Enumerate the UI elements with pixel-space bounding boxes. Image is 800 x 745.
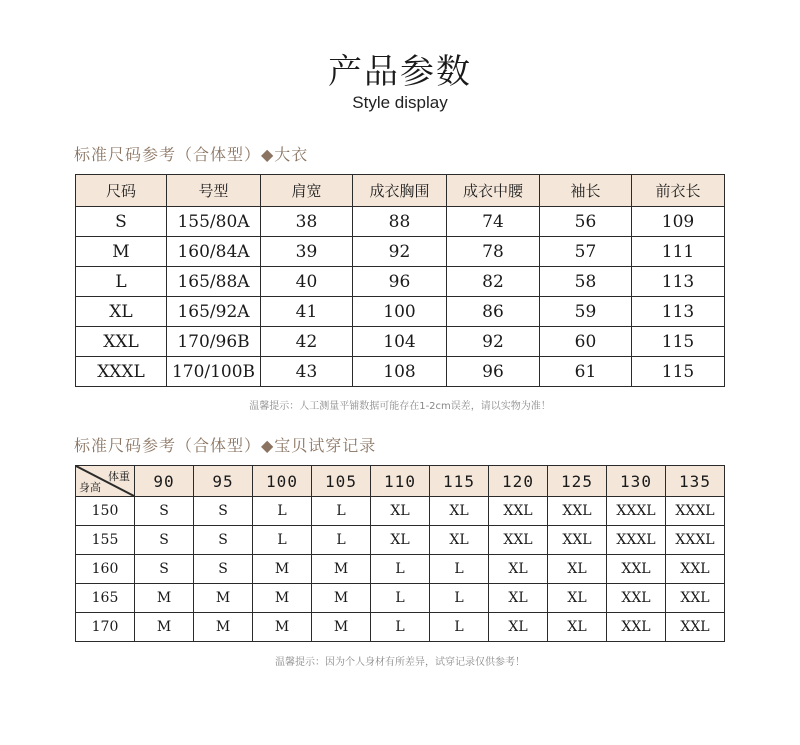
table-cell: L [253, 497, 312, 526]
table-cell: XXXL [607, 497, 666, 526]
weight-label: 体重 [108, 470, 130, 483]
table-cell: 59 [540, 297, 632, 327]
table-cell: 96 [447, 357, 540, 387]
table-cell: 86 [447, 297, 540, 327]
table-row [76, 327, 725, 357]
table-cell: 40 [261, 267, 353, 297]
table-cell: 78 [447, 237, 540, 267]
table-cell: 60 [540, 327, 632, 357]
table-cell: XL [430, 526, 489, 555]
table-cell: 108 [353, 357, 447, 387]
table-cell: XXL [666, 613, 725, 642]
table-row [76, 207, 725, 237]
table-row [76, 613, 725, 642]
table-cell: S [135, 497, 194, 526]
table-cell: 170/100B [167, 357, 261, 387]
table-cell: 170/96B [167, 327, 261, 357]
table-cell: XL [548, 613, 607, 642]
table-cell: 82 [447, 267, 540, 297]
table-cell: XL [548, 584, 607, 613]
size-table-header-cell: 肩宽 [261, 175, 353, 207]
table-cell: XXXL [666, 497, 725, 526]
table-cell: XL [489, 613, 548, 642]
table-cell: S [194, 497, 253, 526]
fit-record-table [75, 465, 725, 642]
table-cell: 113 [632, 297, 725, 327]
table-cell: XL [371, 526, 430, 555]
table-cell: M [253, 555, 312, 584]
table-cell: XXXL [76, 357, 167, 387]
size-table-header-cell: 成衣中腰 [447, 175, 540, 207]
table-cell: XXL [666, 555, 725, 584]
table-row [76, 357, 725, 387]
weight-header-cell: 125 [548, 466, 607, 497]
size-table-header-cell: 号型 [167, 175, 261, 207]
table-cell: S [194, 526, 253, 555]
table-cell: 100 [353, 297, 447, 327]
table-cell: XL [489, 555, 548, 584]
table-cell: S [135, 555, 194, 584]
table-cell: XXL [548, 497, 607, 526]
height-cell: 155 [76, 526, 135, 555]
table-cell: M [194, 613, 253, 642]
table-cell: XL [430, 497, 489, 526]
table-cell: 115 [632, 327, 725, 357]
table-cell: 39 [261, 237, 353, 267]
table-cell: S [76, 207, 167, 237]
size-table-header-cell: 前衣长 [632, 175, 725, 207]
table-row [76, 267, 725, 297]
table-cell: XXL [489, 526, 548, 555]
table-row [76, 526, 725, 555]
size-table-header-cell: 成衣胸围 [353, 175, 447, 207]
weight-header-cell: 120 [489, 466, 548, 497]
table-cell: L [371, 613, 430, 642]
table-cell: 104 [353, 327, 447, 357]
table-cell: XL [548, 555, 607, 584]
table-cell: M [135, 584, 194, 613]
table-row [76, 497, 725, 526]
table-cell: L [430, 584, 489, 613]
table-cell: L [76, 267, 167, 297]
table-cell: XL [76, 297, 167, 327]
height-cell: 150 [76, 497, 135, 526]
table-cell: 38 [261, 207, 353, 237]
table-cell: 61 [540, 357, 632, 387]
size-table-header-cell: 尺码 [76, 175, 167, 207]
size-table [75, 174, 725, 387]
table-cell: XXXL [607, 526, 666, 555]
height-cell: 165 [76, 584, 135, 613]
table-cell: M [312, 555, 371, 584]
table-cell: L [312, 497, 371, 526]
weight-header-cell: 135 [666, 466, 725, 497]
table-cell: 74 [447, 207, 540, 237]
weight-header-cell: 115 [430, 466, 489, 497]
size-table-header-cell: 袖长 [540, 175, 632, 207]
table-cell: M [253, 613, 312, 642]
table-cell: L [371, 555, 430, 584]
fit-table-title: 标准尺码参考（合体型）◆宝贝试穿记录 [74, 436, 377, 455]
table-cell: L [430, 555, 489, 584]
height-cell: 160 [76, 555, 135, 584]
weight-header-cell: 130 [607, 466, 666, 497]
table-cell: 96 [353, 267, 447, 297]
table-cell: 43 [261, 357, 353, 387]
table-cell: M [312, 584, 371, 613]
table-cell: XXXL [666, 526, 725, 555]
table-cell: 92 [447, 327, 540, 357]
table-row [76, 297, 725, 327]
table-cell: M [76, 237, 167, 267]
table-cell: XXL [607, 555, 666, 584]
table-cell: L [430, 613, 489, 642]
table-cell: M [135, 613, 194, 642]
table-row [76, 584, 725, 613]
weight-header-cell: 105 [312, 466, 371, 497]
fit-table-header-row [76, 466, 725, 497]
height-label: 身高 [79, 481, 101, 494]
table-cell: M [194, 584, 253, 613]
table-cell: 56 [540, 207, 632, 237]
size-table-title: 标准尺码参考（合体型）◆大衣 [74, 145, 309, 164]
table-cell: L [312, 526, 371, 555]
table-cell: 92 [353, 237, 447, 267]
fit-table-note: 温馨提示：因为个人身材有所差异，试穿记录仅供参考！ [275, 657, 525, 668]
page-subtitle: Style display [352, 93, 448, 112]
weight-header-cell: 110 [371, 466, 430, 497]
table-cell: 42 [261, 327, 353, 357]
table-row [76, 555, 725, 584]
table-cell: 165/88A [167, 267, 261, 297]
table-cell: 111 [632, 237, 725, 267]
table-cell: 113 [632, 267, 725, 297]
page-title: 产品参数 [328, 52, 472, 92]
table-cell: 88 [353, 207, 447, 237]
weight-header-cell: 90 [135, 466, 194, 497]
size-table-note: 温馨提示：人工测量平铺数据可能存在1-2cm误差，请以实物为准！ [249, 401, 551, 412]
weight-header-cell: 100 [253, 466, 312, 497]
table-cell: 160/84A [167, 237, 261, 267]
table-cell: XXL [548, 526, 607, 555]
table-cell: 115 [632, 357, 725, 387]
weight-header-cell: 95 [194, 466, 253, 497]
table-cell: M [253, 584, 312, 613]
table-cell: 155/80A [167, 207, 261, 237]
table-cell: S [194, 555, 253, 584]
table-cell: M [312, 613, 371, 642]
table-cell: XL [489, 584, 548, 613]
table-cell: XXL [607, 613, 666, 642]
table-cell: 165/92A [167, 297, 261, 327]
weight-height-corner-cell [76, 466, 135, 497]
table-cell: 41 [261, 297, 353, 327]
table-cell: XXL [666, 584, 725, 613]
table-cell: XXL [76, 327, 167, 357]
table-row [76, 237, 725, 267]
table-cell: 57 [540, 237, 632, 267]
size-table-header-row [76, 175, 725, 207]
table-cell: L [253, 526, 312, 555]
table-cell: 109 [632, 207, 725, 237]
height-cell: 170 [76, 613, 135, 642]
table-cell: XL [371, 497, 430, 526]
table-cell: S [135, 526, 194, 555]
table-cell: 58 [540, 267, 632, 297]
table-cell: XXL [489, 497, 548, 526]
table-cell: XXL [607, 584, 666, 613]
table-cell: L [371, 584, 430, 613]
